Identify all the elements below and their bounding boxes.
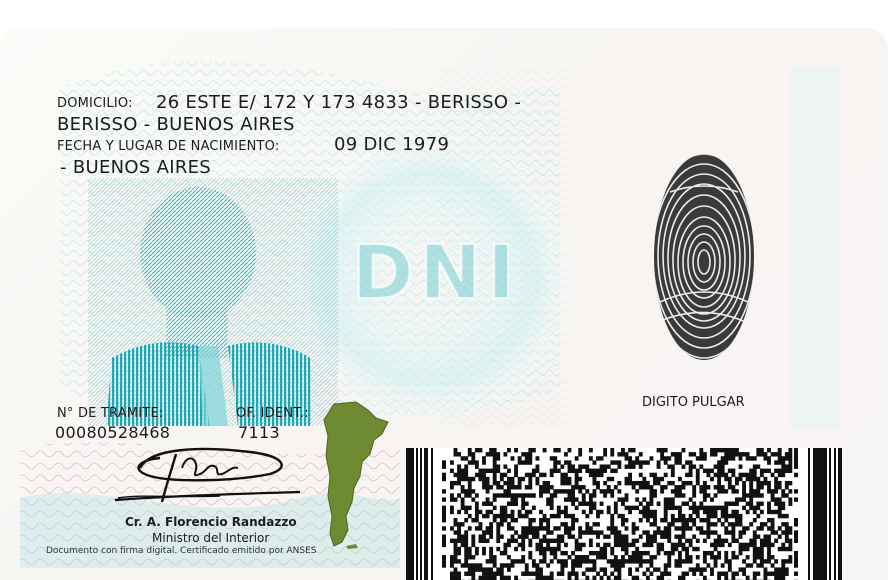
signer-title: Ministro del Interior (152, 531, 270, 545)
dni-watermark: DNI (352, 230, 521, 316)
argentina-map-icon (316, 400, 396, 550)
fingerprint-icon (650, 152, 758, 362)
id-card (0, 28, 888, 580)
fingerprint-label: DIGITO PULGAR (642, 395, 745, 410)
signer-name: Cr. A. Florencio Randazzo (125, 515, 297, 529)
ghost-photo (88, 178, 338, 426)
of-ident-value: 7113 (238, 423, 280, 442)
tramite-label: N° DE TRAMITE: (57, 406, 164, 421)
nacimiento-place: - BUENOS AIRES (60, 157, 212, 178)
nacimiento-label: FECHA Y LUGAR DE NACIMIENTO: (57, 139, 280, 154)
barcode-icon (406, 448, 842, 580)
domicilio-value-line2: BERISSO - BUENOS AIRES (57, 114, 295, 135)
tramite-value: 00080528468 (55, 423, 171, 442)
domicilio-label: DOMICILIO: (57, 96, 133, 111)
footnote: Documento con firma digital. Certificado emitido por ANSES (46, 546, 317, 556)
domicilio-value-line1: 26 ESTE E/ 172 Y 173 4833 - BERISSO - (156, 92, 522, 113)
of-ident-label: OF. IDENT.: (236, 406, 309, 421)
nacimiento-date: 09 DIC 1979 (334, 134, 450, 155)
signature-icon (110, 438, 320, 518)
